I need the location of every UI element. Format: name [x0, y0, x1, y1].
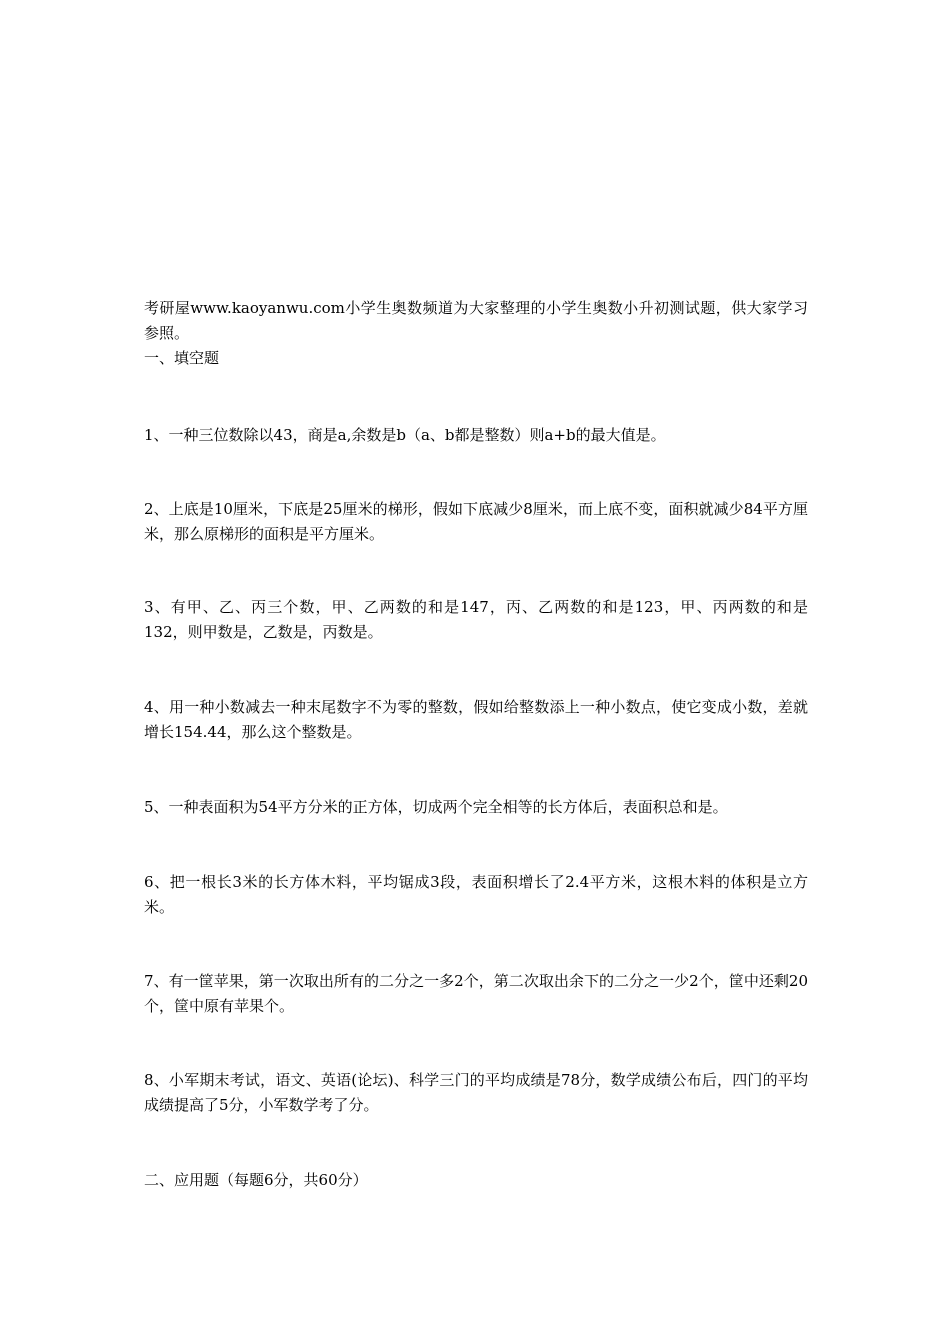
question-7: 7、有一筐苹果，第一次取出所有的二分之一多2个，第二次取出余下的二分之一少2个，筐中还剩20个，筐中原有苹果个。 [144, 972, 808, 1015]
section-title-applications: 二、应用题（每题6分，共60分） [144, 1171, 368, 1189]
question-3: 3、有甲、乙、丙三个数，甲、乙两数的和是147，丙、乙两数的和是123，甲、丙两数的和是132，则甲数是，乙数是，丙数是。 [144, 598, 808, 641]
question-4: 4、用一种小数减去一种末尾数字不为零的整数，假如给整数添上一种小数点，使它变成小数，差就增长154.44，那么这个整数是。 [144, 698, 808, 741]
question-1: 1、一种三位数除以43，商是a,余数是b（a、b都是整数）则a+b的最大值是。 [144, 426, 666, 444]
intro-paragraph: 考研屋www.kaoyanwu.com小学生奥数频道为大家整理的小学生奥数小升初测试题，供大家学习参照。 [144, 299, 808, 342]
question-6: 6、把一根长3米的长方体木料，平均锯成3段，表面积增长了2.4平方米，这根木料的体积是立方米。 [144, 873, 808, 916]
question-5: 5、一种表面积为54平方分米的正方体，切成两个完全相等的长方体后，表面积总和是。 [144, 798, 728, 816]
question-2: 2、上底是10厘米，下底是25厘米的梯形，假如下底减少8厘米，而上底不变，面积就减少84平方厘米，那么原梯形的面积是平方厘米。 [144, 500, 808, 543]
header-block [144, 296, 808, 371]
question-8: 8、小军期末考试，语文、英语(论坛)、科学三门的平均成绩是78分，数学成绩公布后，四门的平均成绩提高了5分，小军数学考了分。 [144, 1071, 808, 1114]
section-title-fill-in: 一、填空题 [144, 349, 220, 367]
